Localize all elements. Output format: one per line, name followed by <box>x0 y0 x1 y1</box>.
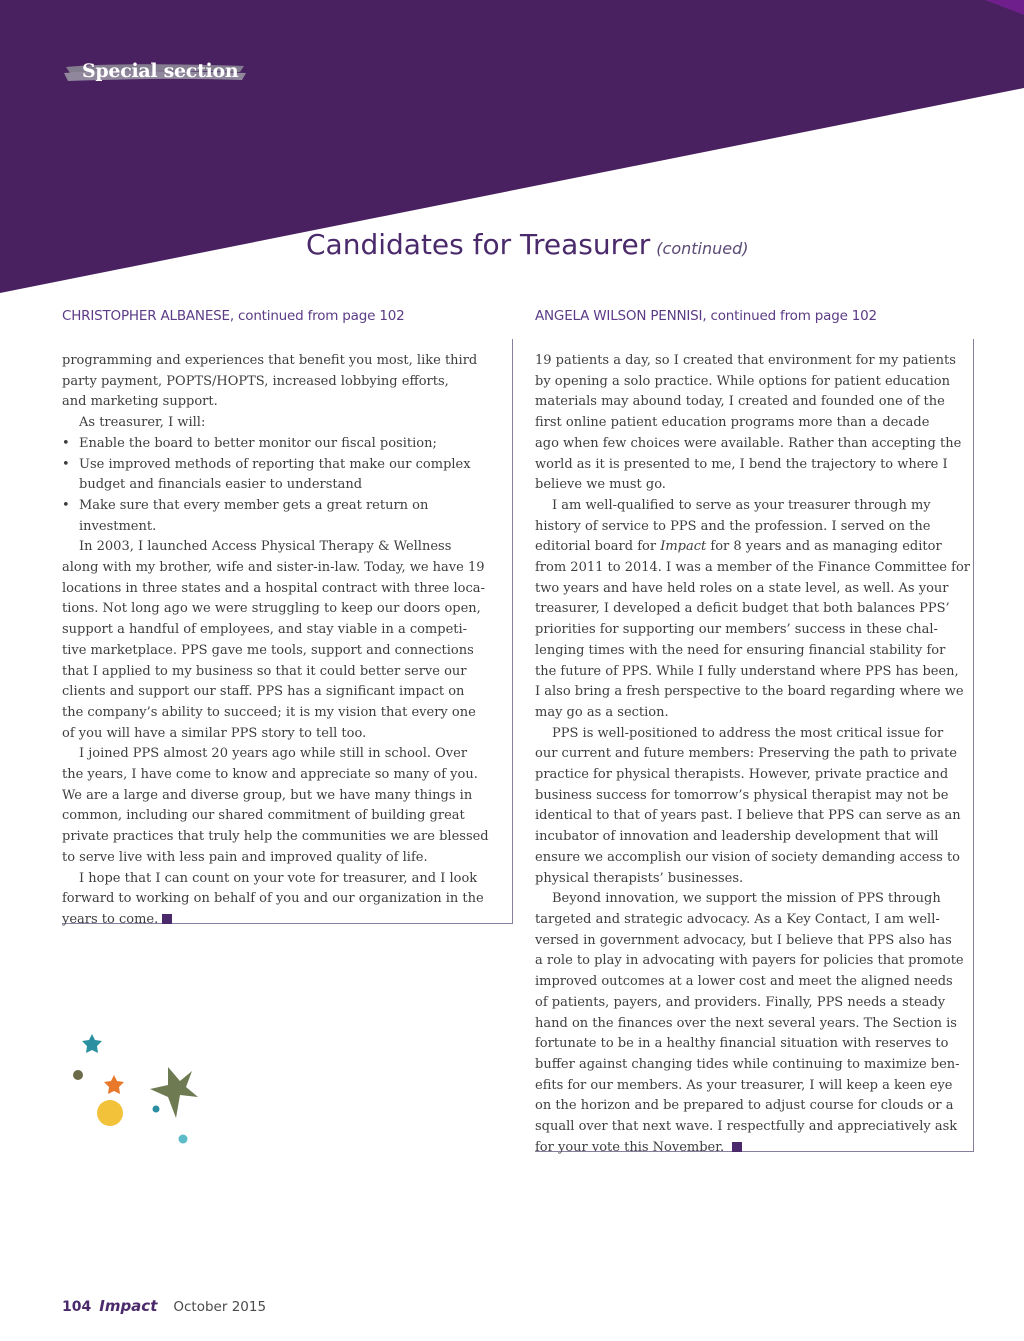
text-line: lenging times with the need for ensuring financial stability for <box>535 642 946 658</box>
text-line: ensure we accomplish our vision of society demanding access to <box>535 849 960 865</box>
text-line: tive marketplace. PPS gave me tools, support and connections <box>62 642 474 658</box>
bullet-icon: • <box>62 456 70 472</box>
text-line: I am well-qualified to serve as your treasurer through my <box>552 497 931 513</box>
text-line: first online patient education programs more than a decade <box>535 415 930 431</box>
text-line: forward to working on behalf of you and our organization in the <box>62 891 484 907</box>
text-line: our current and future members: Preserving the path to private <box>535 746 957 762</box>
section-label <box>62 60 247 86</box>
text-line: versed in government advocacy, but I believe that PPS also has <box>535 932 952 948</box>
page-title-text: Candidates for Treasurer <box>306 228 651 261</box>
right-column-heading: ANGELA WILSON PENNISI, continued from page 102 <box>535 308 877 324</box>
bullet-icon: • <box>62 497 70 513</box>
text-part: for 8 years and as managing editor <box>710 539 942 555</box>
page-footer <box>62 1296 266 1315</box>
text-line: support a handful of employees, and stay viable in a competi- <box>62 622 468 638</box>
magazine-title: Impact <box>99 1297 158 1315</box>
bullet-item <box>62 455 489 476</box>
text-line: of patients, payers, and providers. Finally, PPS needs a steady <box>535 994 946 1010</box>
text-line: the years, I have come to know and appreciate so many of you. <box>62 767 478 783</box>
text-line: physical therapists’ businesses. <box>535 870 744 886</box>
text-line: along with my brother, wife and sister-in-law. Today, we have 19 <box>62 560 485 576</box>
text-line: 19 patients a day, so I created that environment for my patients <box>535 353 956 368</box>
text-line: As treasurer, I will: <box>79 415 206 431</box>
text-line: investment. <box>79 518 157 534</box>
text-line: by opening a solo practice. While options for patient education <box>535 373 950 389</box>
text-line: history of service to PPS and the profession. I served on the <box>535 518 931 534</box>
text-line: improved outcomes at a lower cost and meet the aligned needs <box>535 974 953 990</box>
text-line: on the horizon and be prepared to adjust course for clouds or a <box>535 1098 954 1114</box>
text-line: tions. Not long ago we were struggling to keep our doors open, <box>62 601 481 617</box>
text-line: the future of PPS. While I fully understand where PPS has been, <box>535 663 959 679</box>
text-line: private practices that truly help the communities we are blessed <box>62 829 489 845</box>
text-line: of you will have a similar PPS story to tell too. <box>62 725 367 741</box>
text-line-end: years to come. <box>62 911 159 927</box>
text-line-end: for your vote this November. <box>535 1139 725 1155</box>
text-line: practice for physical therapists. However, private practice and <box>535 767 949 783</box>
text-line: identical to that of years past. I believe that PPS can serve as an <box>535 808 961 824</box>
text-line: squall over that next wave. I respectfully and appreciatively ask <box>535 1119 958 1135</box>
orange-star-icon <box>104 1075 124 1094</box>
text-line: locations in three states and a hospital contract with three loca- <box>62 580 485 596</box>
text-line: fortunate to be in a healthy financial situation with reserves to <box>535 1036 949 1052</box>
text-line: that I applied to my business so that it could better serve our <box>62 663 467 679</box>
text-line: believe we must go. <box>535 477 666 493</box>
text-part: editorial board for <box>535 539 657 555</box>
page-title-suffix: (continued) <box>656 239 749 258</box>
magazine-name: Impact <box>660 539 707 555</box>
text-line: I hope that I can count on your vote for treasurer, and I look <box>79 870 478 886</box>
bullet-text: Make sure that every member gets a great return on <box>79 497 429 513</box>
teal-dot-icon <box>153 1106 160 1113</box>
page-number: 104 <box>62 1299 92 1315</box>
left-column-body <box>62 351 489 931</box>
text-line: a role to play in advocating with payers for policies that promote <box>535 953 964 969</box>
text-line: programming and experiences that benefit you most, like third <box>62 353 478 368</box>
text-line: PPS is well-positioned to address the most critical issue for <box>552 725 944 741</box>
text-line: the company’s ability to succeed; it is my vision that every one <box>62 704 476 720</box>
text-line: Beyond innovation, we support the mission of PPS through <box>552 891 941 907</box>
text-line <box>62 910 489 931</box>
text-line: targeted and strategic advocacy. As a Key Contact, I am well- <box>535 911 940 927</box>
text-line: buffer against changing tides while continuing to maximize ben- <box>535 1056 960 1072</box>
teal-star-icon <box>82 1034 102 1053</box>
end-mark-icon <box>732 1142 742 1152</box>
text-line: from 2011 to 2014. I was a member of the Finance Committee for <box>535 560 970 576</box>
bullet-icon: • <box>62 435 70 451</box>
olive-dot-icon <box>73 1070 83 1080</box>
text-line: I also bring a fresh perspective to the board regarding where we <box>535 684 964 700</box>
text-line: incubator of innovation and leadership development that will <box>535 829 939 845</box>
text-line: common, including our shared commitment of building great <box>62 808 465 824</box>
text-line: business success for tomorrow’s physical therapist may not be <box>535 787 949 803</box>
text-line: efits for our members. As your treasurer, I will keep a keen eye <box>535 1077 953 1093</box>
text-line: two years and have held roles on a state level, as well. As your <box>535 580 949 596</box>
text-line: We are a large and diverse group, but we have many things in <box>62 787 473 803</box>
text-line: In 2003, I launched Access Physical Therapy & Wellness <box>79 539 452 555</box>
text-line: treasurer, I developed a deficit budget that both balances PPS’ <box>535 601 950 617</box>
text-line: ago when few choices were available. Rather than accepting the <box>535 435 962 451</box>
page-title <box>306 228 749 261</box>
text-line: materials may abound today, I created and founded one of the <box>535 394 945 410</box>
text-line: to serve live with less pain and improved quality of life. <box>62 849 428 865</box>
bullet-text: Enable the board to better monitor our fiscal position; <box>79 435 437 451</box>
text-line <box>535 537 970 558</box>
text-line: and marketing support. <box>62 394 218 410</box>
text-line: I joined PPS almost 20 years ago while still in school. Over <box>79 746 468 762</box>
text-line: hand on the finances over the next several years. The Section is <box>535 1015 957 1031</box>
bullet-item <box>62 434 489 455</box>
text-line: priorities for supporting our members’ success in these chal- <box>535 622 938 638</box>
text-line: may go as a section. <box>535 704 669 720</box>
text-line: world as it is presented to me, I bend the trajectory to where I <box>535 456 948 472</box>
text-line: party payment, POPTS/HOPTS, increased lobbying efforts, <box>62 373 449 389</box>
yellow-dot-icon <box>97 1100 123 1126</box>
bullet-item <box>62 496 489 517</box>
right-column-body <box>535 351 970 1158</box>
text-line <box>535 1138 970 1159</box>
issue-date: October 2015 <box>173 1299 267 1315</box>
section-label-text: Special section <box>82 60 239 82</box>
left-column-heading: CHRISTOPHER ALBANESE, continued from page 102 <box>62 308 405 324</box>
end-mark-icon <box>162 914 172 924</box>
decoration-cluster <box>60 1025 220 1155</box>
text-line: clients and support our staff. PPS has a significant impact on <box>62 684 465 700</box>
bullet-text: Use improved methods of reporting that make our complex <box>79 456 471 472</box>
text-line: budget and financials easier to understand <box>79 477 363 493</box>
light-teal-dot-icon <box>179 1135 188 1144</box>
